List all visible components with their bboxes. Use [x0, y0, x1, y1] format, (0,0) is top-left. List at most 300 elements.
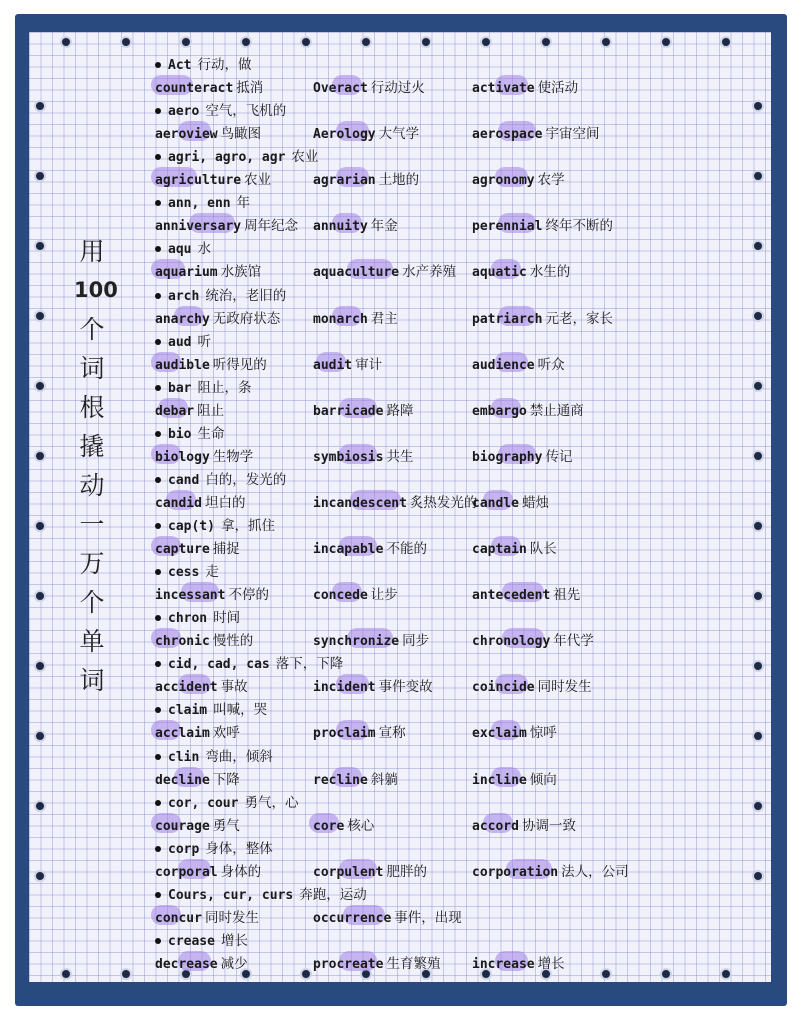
- vocab-word: aeroview: [155, 127, 218, 143]
- binder-ring: [720, 968, 732, 980]
- vocab-entry: [313, 491, 477, 511]
- vocab-meaning: 共生: [386, 448, 414, 465]
- bullet-icon: [155, 246, 161, 252]
- vocab-meaning: 君主: [370, 310, 398, 327]
- title-char: 根: [79, 393, 105, 422]
- root-heading: [155, 929, 248, 951]
- vocab-entry: [155, 583, 269, 603]
- root-text: claim: [168, 703, 208, 719]
- binder-ring: [752, 310, 764, 322]
- vocab-entry: [472, 491, 549, 511]
- vocab-word: agrarian: [313, 173, 376, 189]
- bullet-icon: [155, 661, 161, 667]
- root-heading: [155, 237, 211, 259]
- vocab-meaning: 行动过火: [370, 80, 425, 97]
- vocab-word: acclaim: [155, 726, 210, 742]
- binder-ring: [60, 36, 72, 48]
- vocab-meaning: 坦白的: [204, 494, 246, 511]
- vocab-word: incessant: [155, 588, 226, 604]
- root-meaning: 生命: [197, 425, 225, 442]
- root-heading: [155, 284, 286, 306]
- vocab-meaning: 抵消: [236, 80, 264, 97]
- root-meaning: 空气，飞机的: [205, 103, 287, 120]
- binder-ring: [120, 36, 132, 48]
- binder-ring: [34, 590, 46, 602]
- binder-ring: [34, 660, 46, 672]
- root-text: cap(t): [168, 519, 215, 534]
- vocab-meaning: 倾向: [529, 771, 557, 788]
- vocab-entry: [472, 675, 592, 695]
- binder-ring: [240, 36, 252, 48]
- root-heading: [155, 791, 298, 813]
- vocab-entry: [155, 168, 271, 188]
- vocab-meaning: 水产养殖: [402, 264, 457, 281]
- root-heading: [155, 698, 267, 720]
- bullet-icon: [155, 846, 161, 852]
- vocab-entry: [155, 260, 261, 280]
- vocab-entry: [155, 537, 240, 557]
- vocab-entry: [155, 675, 248, 695]
- title-char: 用: [79, 237, 105, 266]
- vocab-word: symbiosis: [313, 449, 384, 465]
- vocab-meaning: 终年不断的: [545, 218, 613, 235]
- vocab-entry: [472, 214, 613, 234]
- root-text: bio: [168, 426, 192, 442]
- title-char: 个: [79, 315, 105, 344]
- bullet-icon: [155, 154, 161, 160]
- title-char: 100: [74, 278, 118, 302]
- binder-ring: [752, 520, 764, 532]
- vocab-entry: [313, 860, 427, 880]
- title-char: 万: [79, 549, 105, 578]
- vocab-meaning: 路障: [386, 402, 414, 419]
- root-meaning: 听: [197, 333, 211, 350]
- vocab-meaning: 惊呼: [529, 725, 557, 742]
- vocab-word: decline: [155, 772, 210, 788]
- vocab-entry: [155, 860, 261, 880]
- vocab-meaning: 祖先: [553, 587, 581, 604]
- root-meaning: 白的，发光的: [205, 471, 287, 488]
- vocab-meaning: 传记: [545, 448, 573, 465]
- root-text: aero: [168, 104, 200, 120]
- vocab-meaning: 事故: [220, 679, 248, 696]
- root-heading: [155, 652, 343, 674]
- vocab-word: agriculture: [155, 173, 242, 189]
- vocab-entry: [472, 76, 578, 96]
- vocab-entry: [472, 952, 565, 972]
- vocab-word: incandescent: [313, 495, 407, 511]
- bullet-icon: [155, 800, 161, 806]
- vocab-meaning: 宇宙空间: [545, 126, 600, 143]
- vocab-meaning: 让步: [370, 587, 398, 604]
- bullet-icon: [155, 339, 161, 345]
- vocab-meaning: 慢性的: [212, 633, 254, 650]
- root-meaning: 落下，下降: [275, 656, 344, 673]
- vocab-entry: [313, 399, 413, 419]
- root-meaning: 拿，抓住: [220, 518, 275, 534]
- root-text: crease: [168, 933, 215, 949]
- binder-ring: [752, 450, 764, 462]
- vocab-entry: [313, 952, 440, 972]
- vocab-entry: [155, 629, 253, 649]
- root-text: agri, agro, agr: [168, 150, 286, 166]
- vocab-word: candid: [155, 495, 202, 511]
- vocab-meaning: 蜡烛: [521, 494, 549, 511]
- vocab-entry: [472, 353, 565, 373]
- vocab-word: counteract: [155, 81, 234, 97]
- root-heading: [155, 837, 273, 859]
- vocab-meaning: 欢呼: [212, 725, 240, 742]
- vocab-word: activate: [472, 81, 535, 97]
- vocab-meaning: 水族馆: [220, 264, 262, 281]
- binder-ring: [180, 36, 192, 48]
- root-meaning: 奔跑，运动: [299, 886, 367, 903]
- vocab-word: candle: [472, 495, 519, 511]
- vocab-entry: [313, 906, 462, 926]
- vocab-word: decrease: [155, 956, 218, 972]
- binder-ring: [34, 170, 46, 182]
- vocab-word: agronomy: [472, 173, 535, 189]
- vocab-entry: [313, 629, 429, 649]
- vocab-entry: [313, 721, 406, 741]
- vocab-entry: [155, 307, 280, 327]
- root-text: cor, cour: [168, 795, 239, 811]
- vocab-entry: [155, 214, 298, 234]
- root-meaning: 农业: [291, 149, 319, 166]
- vocab-entry: [313, 122, 419, 142]
- root-text: clin: [168, 749, 200, 765]
- vocab-entry: [155, 76, 263, 96]
- vocab-entry: [472, 260, 570, 280]
- binder-ring: [600, 36, 612, 48]
- vocab-entry: [155, 353, 267, 373]
- bullet-icon: [155, 754, 161, 760]
- root-meaning: 统治，老旧的: [205, 287, 287, 304]
- vocab-entry: [472, 445, 572, 465]
- vocab-word: embargo: [472, 403, 527, 419]
- root-meaning: 时间: [213, 610, 241, 627]
- binder-ring: [34, 800, 46, 812]
- vocab-entry: [155, 491, 245, 511]
- binder-ring: [752, 100, 764, 112]
- binder-ring: [752, 800, 764, 812]
- vocab-word: exclaim: [472, 726, 527, 742]
- binder-ring: [34, 100, 46, 112]
- bullet-icon: [155, 431, 161, 437]
- vocab-word: concede: [313, 588, 368, 604]
- root-text: Cours, cur, curs: [168, 887, 294, 903]
- binder-ring: [660, 968, 672, 980]
- root-meaning: 走: [205, 564, 219, 581]
- vocab-entry: [313, 353, 382, 373]
- vocab-meaning: 无政府状态: [212, 310, 281, 327]
- vocab-meaning: 事件变故: [378, 679, 433, 696]
- binder-ring: [34, 520, 46, 532]
- vocab-word: corporal: [155, 864, 218, 880]
- vocab-meaning: 同步: [402, 633, 430, 650]
- vertical-title: [74, 232, 118, 700]
- root-text: Act: [168, 58, 192, 73]
- root-heading: [155, 468, 286, 490]
- root-heading: [155, 330, 211, 352]
- title-char: 词: [79, 354, 105, 383]
- vocab-meaning: 生物学: [212, 448, 254, 465]
- root-meaning: 勇气，心: [244, 794, 299, 811]
- vocab-entry: [472, 307, 613, 327]
- vocab-meaning: 鸟瞰图: [220, 126, 262, 143]
- vocab-entry: [472, 122, 599, 142]
- vocab-entry: [472, 583, 580, 603]
- vocab-entry: [155, 445, 253, 465]
- vocab-word: aerospace: [472, 127, 543, 143]
- vocab-entry: [472, 814, 576, 834]
- vocab-meaning: 年代学: [553, 633, 594, 650]
- vocab-word: coincide: [472, 680, 535, 696]
- root-heading: [155, 514, 275, 536]
- title-char: 动: [79, 471, 105, 500]
- vocab-meaning: 听得见的: [212, 356, 267, 373]
- title-char: 一: [79, 510, 105, 539]
- vocab-entry: [313, 76, 425, 96]
- vocab-entry: [313, 307, 398, 327]
- bullet-icon: [155, 892, 161, 898]
- bullet-icon: [155, 523, 161, 529]
- binder-ring: [752, 170, 764, 182]
- root-meaning: 增长: [220, 932, 248, 949]
- vocab-meaning: 斜躺: [370, 771, 398, 788]
- vocab-meaning: 增长: [537, 955, 565, 972]
- vocab-word: Aerology: [313, 127, 376, 143]
- vocab-word: aquatic: [472, 265, 527, 281]
- title-char: 个: [79, 588, 105, 617]
- vocab-word: increase: [472, 956, 535, 972]
- bullet-icon: [155, 385, 161, 391]
- vocab-meaning: 不停的: [228, 587, 269, 604]
- vocab-meaning: 土地的: [378, 172, 420, 189]
- binder-ring: [540, 36, 552, 48]
- binder-ring: [752, 380, 764, 392]
- root-text: aqu: [168, 242, 192, 258]
- vocab-entry: [472, 168, 565, 188]
- vocab-meaning: 生育繁殖: [386, 955, 441, 972]
- vocab-entry: [472, 537, 557, 557]
- title-char: 单: [79, 627, 105, 656]
- root-heading: [155, 606, 240, 628]
- vocab-entry: [313, 214, 398, 234]
- vocab-word: chronic: [155, 634, 210, 650]
- binder-ring: [300, 968, 312, 980]
- vocab-word: recline: [313, 772, 368, 788]
- bullet-icon: [155, 707, 161, 713]
- vocab-word: anarchy: [155, 311, 210, 327]
- vocab-word: audible: [155, 357, 210, 373]
- binder-ring: [34, 380, 46, 392]
- root-text: chron: [168, 611, 208, 627]
- vocab-entry: [472, 768, 557, 788]
- vocab-word: corporation: [472, 864, 559, 880]
- binder-ring: [600, 968, 612, 980]
- vocab-meaning: 农学: [537, 172, 565, 189]
- vocab-meaning: 大气学: [378, 126, 420, 143]
- vocab-word: procreate: [313, 956, 384, 972]
- binder-ring: [480, 36, 492, 48]
- vocab-word: biology: [155, 449, 210, 465]
- vocab-word: core: [313, 818, 345, 834]
- vocab-meaning: 下降: [212, 771, 240, 788]
- vocab-word: concur: [155, 910, 202, 926]
- binder-ring: [34, 310, 46, 322]
- root-meaning: 弯曲，倾斜: [205, 748, 273, 765]
- vocab-word: Overact: [313, 81, 368, 97]
- vocab-word: aquaculture: [313, 265, 400, 281]
- root-text: ann, enn: [168, 196, 231, 212]
- binder-ring: [752, 870, 764, 882]
- binder-ring: [120, 968, 132, 980]
- binder-ring: [720, 36, 732, 48]
- vocab-meaning: 事件，出现: [394, 909, 462, 926]
- vocab-word: synchronize: [313, 634, 400, 650]
- vocab-word: audience: [472, 357, 535, 373]
- vocab-word: perennial: [472, 219, 543, 235]
- binder-ring: [60, 968, 72, 980]
- binder-ring: [300, 36, 312, 48]
- vocab-entry: [155, 906, 259, 926]
- root-heading: [155, 422, 224, 444]
- root-meaning: 水: [197, 241, 211, 258]
- vocab-meaning: 阻止: [197, 402, 225, 419]
- vocab-meaning: 周年纪念: [244, 218, 299, 235]
- vocab-word: captain: [472, 542, 527, 558]
- vocab-word: aquarium: [155, 265, 218, 281]
- vocab-meaning: 审计: [355, 356, 383, 373]
- vocab-meaning: 同时发生: [204, 909, 259, 926]
- bullet-icon: [155, 569, 161, 575]
- root-heading: [155, 376, 251, 398]
- title-char: 词: [79, 666, 105, 695]
- vocab-entry: [313, 537, 427, 557]
- vocab-word: accord: [472, 818, 519, 834]
- vocab-entry: [155, 952, 248, 972]
- vocab-word: corpulent: [313, 864, 384, 880]
- vocab-word: monarch: [313, 311, 368, 327]
- vocab-entry: [472, 399, 584, 419]
- binder-ring: [34, 870, 46, 882]
- vocab-word: patriarch: [472, 311, 543, 327]
- vocab-word: annuity: [313, 219, 368, 235]
- vocab-word: capture: [155, 542, 210, 558]
- vocab-word: audit: [313, 357, 353, 373]
- vocab-word: occurrence: [313, 910, 392, 926]
- vocab-word: courage: [155, 818, 210, 834]
- vocab-entry: [472, 629, 594, 649]
- binder-ring: [420, 36, 432, 48]
- root-heading: [155, 53, 251, 75]
- vocab-meaning: 队长: [529, 541, 557, 558]
- root-meaning: 年: [236, 195, 251, 212]
- root-heading: [155, 745, 273, 767]
- root-meaning: 身体，整体: [205, 840, 273, 857]
- vocab-meaning: 不能的: [386, 541, 427, 558]
- binder-ring: [752, 660, 764, 672]
- root-meaning: 行动，做: [197, 57, 252, 73]
- root-text: corp: [168, 841, 200, 857]
- root-heading: [155, 191, 250, 213]
- root-text: arch: [168, 288, 200, 304]
- vocab-entry: [313, 675, 433, 695]
- bullet-icon: [155, 938, 161, 944]
- binder-ring: [360, 36, 372, 48]
- vocab-entry: [313, 768, 398, 788]
- vocab-entry: [155, 721, 240, 741]
- binder-ring: [752, 240, 764, 252]
- vocab-meaning: 肥胖的: [386, 863, 427, 880]
- vocab-word: chronology: [472, 634, 551, 650]
- vocab-word: anniversary: [155, 219, 242, 235]
- vocab-word: barricade: [313, 403, 384, 419]
- vocab-entry: [155, 122, 261, 142]
- vocab-entry: [155, 768, 240, 788]
- bullet-icon: [155, 200, 161, 206]
- vocab-meaning: 水生的: [529, 264, 571, 281]
- vocab-entry: [313, 583, 398, 603]
- bullet-icon: [155, 293, 161, 299]
- vocab-meaning: 同时发生: [537, 679, 592, 696]
- vocab-word: proclaim: [313, 726, 376, 742]
- vocab-entry: [155, 814, 240, 834]
- vocab-entry: [313, 814, 374, 834]
- vocab-meaning: 协调一致: [521, 817, 576, 834]
- root-heading: [155, 560, 219, 582]
- vocab-meaning: 捕捉: [212, 541, 240, 558]
- vocab-meaning: 元老，家长: [545, 310, 613, 327]
- vocab-word: biography: [472, 449, 543, 465]
- vocab-entry: [155, 399, 224, 419]
- vocab-word: antecedent: [472, 588, 551, 604]
- binder-ring: [34, 450, 46, 462]
- bullet-icon: [155, 108, 161, 114]
- bullet-icon: [155, 62, 161, 68]
- root-text: cess: [168, 565, 200, 581]
- title-char: 撬: [79, 432, 105, 461]
- vocab-entry: [313, 445, 413, 465]
- vocab-meaning: 核心: [347, 817, 375, 834]
- binder-ring: [752, 730, 764, 742]
- vocab-word: incapable: [313, 542, 384, 558]
- binder-ring: [752, 590, 764, 602]
- binder-ring: [34, 240, 46, 252]
- vocab-meaning: 年金: [370, 218, 398, 235]
- bullet-icon: [155, 477, 161, 483]
- bullet-icon: [155, 615, 161, 621]
- root-meaning: 叫喊，哭: [213, 702, 268, 719]
- vocab-entry: [313, 260, 456, 280]
- root-text: bar: [168, 380, 192, 396]
- root-heading: [155, 99, 286, 121]
- vocab-entry: [313, 168, 419, 188]
- root-text: aud: [168, 334, 192, 350]
- root-heading: [155, 145, 318, 167]
- root-text: cand: [168, 472, 200, 488]
- vocab-meaning: 减少: [220, 955, 248, 972]
- vocab-meaning: 使活动: [537, 80, 579, 97]
- vocab-meaning: 宣称: [378, 725, 406, 742]
- binder-ring: [660, 36, 672, 48]
- vocab-meaning: 听众: [537, 356, 565, 373]
- vocab-word: debar: [155, 403, 195, 419]
- vocab-meaning: 身体的: [220, 863, 262, 880]
- vocab-word: accident: [155, 680, 218, 696]
- root-heading: [155, 883, 367, 905]
